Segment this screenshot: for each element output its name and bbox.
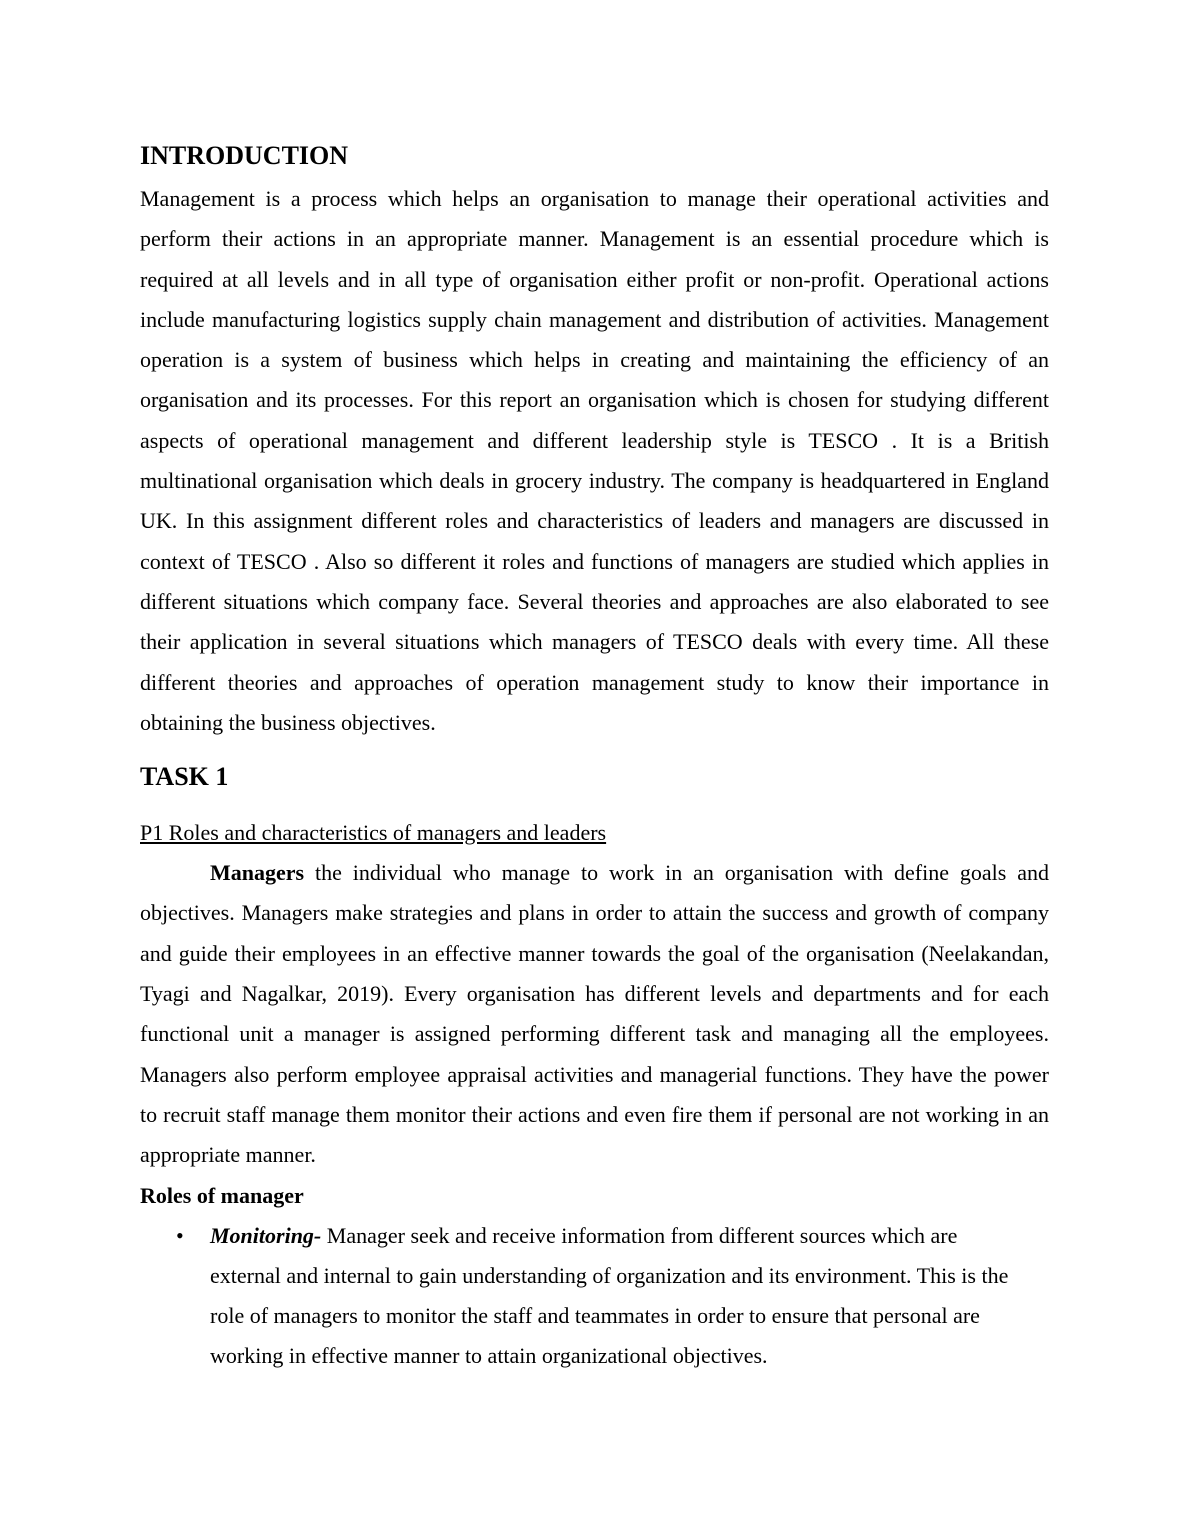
roles-of-manager-heading: Roles of manager xyxy=(140,1182,304,1208)
roles-list xyxy=(140,1216,1049,1377)
role-term: Monitoring- xyxy=(210,1222,322,1248)
introduction-heading: INTRODUCTION xyxy=(140,141,349,170)
managers-paragraph-text: the individual who manage to work in an organisation with define goals and objectives. Managers make strategies and plans in order to attain the success and growth of company and guide their employees in an effective manner towards the goal of the organisation (Neelakandan, Tyagi and Nagalkar, 2019). Every organisation has different levels and departments and for each functional unit a manager is assigned performing different task and managing all the employees. Managers also perform employee appraisal activities and managerial functions. They have the power to recruit staff manage them monitor their actions and even fire them if personal are not working in an appropriate manner. xyxy=(140,860,1049,1168)
role-description: Manager seek and receive information from different sources which are external and internal to gain understanding of organization and its environment. This is the role of managers to monitor the staff and teammates in order to ensure that personal are working in effective manner to attain organizational objectives. xyxy=(210,1222,1009,1369)
list-item xyxy=(140,1216,1049,1377)
managers-lead-term: Managers xyxy=(210,860,305,886)
p1-subheading: P1 Roles and characteristics of managers and leaders xyxy=(140,820,607,846)
document-page xyxy=(140,138,1049,1377)
task1-heading: TASK 1 xyxy=(140,762,229,792)
introduction-paragraph: Management is a process which helps an organisation to manage their operational activities and perform their actions in an appropriate manner. Management is an essential procedure which is required at all levels and in all type of organisation either profit or non-profit. Operational actions include manufacturing logistics supply chain management and distribution of activities. Management operation is a system of business which helps in creating and maintaining the efficiency of an organisation and its processes. For this report an organisation which is chosen for studying different aspects of operational management and different leadership style is TESCO . It is a British multinational organisation which deals in grocery industry. The company is headquartered in England UK. In this assignment different roles and characteristics of leaders and managers are discussed in context of TESCO . Also so different it roles and functions of managers are studied which applies in different situations which company face. Several theories and approaches are also elaborated to see their application in several situations which managers of TESCO deals with every time. All these different theories and approaches of operation management study to know their importance in obtaining the business objectives. xyxy=(140,186,1049,735)
bullet-icon: • xyxy=(176,1222,184,1248)
managers-paragraph xyxy=(140,853,1049,1175)
